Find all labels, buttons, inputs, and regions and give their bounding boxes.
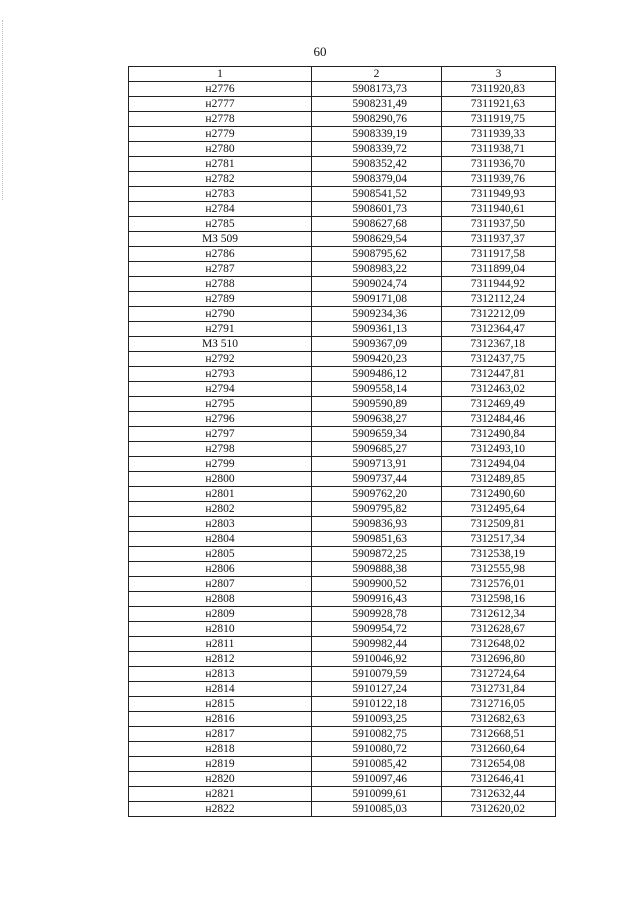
y-coordinate-cell: 7312517,34 <box>442 532 556 547</box>
table-row <box>129 292 556 307</box>
x-coordinate-cell: 5908627,68 <box>312 217 442 232</box>
point-id-cell: н2800 <box>129 472 312 487</box>
point-id-cell: н2806 <box>129 562 312 577</box>
table-row <box>129 172 556 187</box>
x-coordinate-cell: 5909171,08 <box>312 292 442 307</box>
x-coordinate-cell: 5910046,92 <box>312 652 442 667</box>
x-coordinate-cell: 5908290,76 <box>312 112 442 127</box>
table-row <box>129 592 556 607</box>
column-header: 1 <box>129 67 312 82</box>
y-coordinate-cell: 7311940,61 <box>442 202 556 217</box>
table-row <box>129 697 556 712</box>
y-coordinate-cell: 7311944,92 <box>442 277 556 292</box>
y-coordinate-cell: 7312489,85 <box>442 472 556 487</box>
x-coordinate-cell: 5909367,09 <box>312 337 442 352</box>
y-coordinate-cell: 7312447,81 <box>442 367 556 382</box>
point-id-cell: н2810 <box>129 622 312 637</box>
table-row <box>129 517 556 532</box>
table-row <box>129 487 556 502</box>
table-row <box>129 712 556 727</box>
column-header: 2 <box>312 67 442 82</box>
table-row <box>129 397 556 412</box>
table-row <box>129 622 556 637</box>
y-coordinate-cell: 7311937,37 <box>442 232 556 247</box>
y-coordinate-cell: 7312367,18 <box>442 337 556 352</box>
x-coordinate-cell: 5909888,38 <box>312 562 442 577</box>
x-coordinate-cell: 5908352,42 <box>312 157 442 172</box>
x-coordinate-cell: 5910085,42 <box>312 757 442 772</box>
point-id-cell: н2802 <box>129 502 312 517</box>
table-row <box>129 472 556 487</box>
table-row <box>129 457 556 472</box>
y-coordinate-cell: 7312598,16 <box>442 592 556 607</box>
point-id-cell: н2798 <box>129 442 312 457</box>
y-coordinate-cell: 7312682,63 <box>442 712 556 727</box>
x-coordinate-cell: 5909851,63 <box>312 532 442 547</box>
table-row <box>129 682 556 697</box>
table-row <box>129 652 556 667</box>
y-coordinate-cell: 7312484,46 <box>442 412 556 427</box>
y-coordinate-cell: 7312509,81 <box>442 517 556 532</box>
table-row <box>129 742 556 757</box>
point-id-cell: н2791 <box>129 322 312 337</box>
x-coordinate-cell: 5910079,59 <box>312 667 442 682</box>
table-row <box>129 802 556 817</box>
point-id-cell: МЗ 510 <box>129 337 312 352</box>
point-id-cell: н2778 <box>129 112 312 127</box>
x-coordinate-cell: 5909685,27 <box>312 442 442 457</box>
y-coordinate-cell: 7312469,49 <box>442 397 556 412</box>
y-coordinate-cell: 7311921,63 <box>442 97 556 112</box>
table-row <box>129 352 556 367</box>
x-coordinate-cell: 5908339,19 <box>312 127 442 142</box>
y-coordinate-cell: 7312576,01 <box>442 577 556 592</box>
table-row <box>129 217 556 232</box>
point-id-cell: МЗ 509 <box>129 232 312 247</box>
y-coordinate-cell: 7312654,08 <box>442 757 556 772</box>
point-id-cell: н2803 <box>129 517 312 532</box>
y-coordinate-cell: 7311936,70 <box>442 157 556 172</box>
table-row <box>129 232 556 247</box>
y-coordinate-cell: 7312212,09 <box>442 307 556 322</box>
table-row <box>129 127 556 142</box>
y-coordinate-cell: 7312660,64 <box>442 742 556 757</box>
y-coordinate-cell: 7312112,24 <box>442 292 556 307</box>
table-row <box>129 727 556 742</box>
table-row <box>129 757 556 772</box>
point-id-cell: н2817 <box>129 727 312 742</box>
table-row <box>129 367 556 382</box>
y-coordinate-cell: 7311937,50 <box>442 217 556 232</box>
table-row <box>129 322 556 337</box>
point-id-cell: н2815 <box>129 697 312 712</box>
y-coordinate-cell: 7312555,98 <box>442 562 556 577</box>
point-id-cell: н2788 <box>129 277 312 292</box>
y-coordinate-cell: 7311938,71 <box>442 142 556 157</box>
table-row <box>129 442 556 457</box>
table-row <box>129 607 556 622</box>
point-id-cell: н2821 <box>129 787 312 802</box>
point-id-cell: н2822 <box>129 802 312 817</box>
y-coordinate-cell: 7312490,60 <box>442 487 556 502</box>
point-id-cell: н2809 <box>129 607 312 622</box>
point-id-cell: н2789 <box>129 292 312 307</box>
table-row <box>129 382 556 397</box>
table-row <box>129 307 556 322</box>
point-id-cell: н2795 <box>129 397 312 412</box>
x-coordinate-cell: 5910099,61 <box>312 787 442 802</box>
table-body <box>129 82 556 817</box>
y-coordinate-cell: 7311899,04 <box>442 262 556 277</box>
point-id-cell: н2804 <box>129 532 312 547</box>
point-id-cell: н2787 <box>129 262 312 277</box>
table-row <box>129 787 556 802</box>
y-coordinate-cell: 7312716,05 <box>442 697 556 712</box>
point-id-cell: н2786 <box>129 247 312 262</box>
table-row <box>129 157 556 172</box>
table-row <box>129 112 556 127</box>
x-coordinate-cell: 5908173,73 <box>312 82 442 97</box>
point-id-cell: н2783 <box>129 187 312 202</box>
x-coordinate-cell: 5908601,73 <box>312 202 442 217</box>
x-coordinate-cell: 5908983,22 <box>312 262 442 277</box>
point-id-cell: н2801 <box>129 487 312 502</box>
point-id-cell: н2793 <box>129 367 312 382</box>
point-id-cell: н2808 <box>129 592 312 607</box>
point-id-cell: н2797 <box>129 427 312 442</box>
table-header-row <box>129 67 556 82</box>
x-coordinate-cell: 5910097,46 <box>312 772 442 787</box>
y-coordinate-cell: 7312538,19 <box>442 547 556 562</box>
x-coordinate-cell: 5909420,23 <box>312 352 442 367</box>
x-coordinate-cell: 5910093,25 <box>312 712 442 727</box>
x-coordinate-cell: 5909659,34 <box>312 427 442 442</box>
x-coordinate-cell: 5909234,36 <box>312 307 442 322</box>
y-coordinate-cell: 7312490,84 <box>442 427 556 442</box>
x-coordinate-cell: 5910127,24 <box>312 682 442 697</box>
x-coordinate-cell: 5908231,49 <box>312 97 442 112</box>
point-id-cell: н2794 <box>129 382 312 397</box>
table-row <box>129 187 556 202</box>
point-id-cell: н2785 <box>129 217 312 232</box>
x-coordinate-cell: 5909928,78 <box>312 607 442 622</box>
column-header: 3 <box>442 67 556 82</box>
x-coordinate-cell: 5909486,12 <box>312 367 442 382</box>
table-row <box>129 247 556 262</box>
table-row <box>129 547 556 562</box>
point-id-cell: н2814 <box>129 682 312 697</box>
table-row <box>129 412 556 427</box>
point-id-cell: н2799 <box>129 457 312 472</box>
y-coordinate-cell: 7312495,64 <box>442 502 556 517</box>
table-row <box>129 202 556 217</box>
y-coordinate-cell: 7311919,75 <box>442 112 556 127</box>
y-coordinate-cell: 7312668,51 <box>442 727 556 742</box>
table-row <box>129 772 556 787</box>
y-coordinate-cell: 7312463,02 <box>442 382 556 397</box>
table-row <box>129 577 556 592</box>
table-row <box>129 277 556 292</box>
point-id-cell: н2807 <box>129 577 312 592</box>
x-coordinate-cell: 5910080,72 <box>312 742 442 757</box>
table-row <box>129 82 556 97</box>
y-coordinate-cell: 7312437,75 <box>442 352 556 367</box>
y-coordinate-cell: 7312620,02 <box>442 802 556 817</box>
y-coordinate-cell: 7312632,44 <box>442 787 556 802</box>
point-id-cell: н2819 <box>129 757 312 772</box>
point-id-cell: н2796 <box>129 412 312 427</box>
x-coordinate-cell: 5909713,91 <box>312 457 442 472</box>
page-number: 60 <box>313 44 327 59</box>
point-id-cell: н2777 <box>129 97 312 112</box>
table-row <box>129 262 556 277</box>
x-coordinate-cell: 5909590,89 <box>312 397 442 412</box>
x-coordinate-cell: 5908629,54 <box>312 232 442 247</box>
y-coordinate-cell: 7312612,34 <box>442 607 556 622</box>
coordinates-table <box>128 66 556 817</box>
y-coordinate-cell: 7311949,93 <box>442 187 556 202</box>
x-coordinate-cell: 5909900,52 <box>312 577 442 592</box>
x-coordinate-cell: 5908379,04 <box>312 172 442 187</box>
x-coordinate-cell: 5909982,44 <box>312 637 442 652</box>
point-id-cell: н2812 <box>129 652 312 667</box>
point-id-cell: н2818 <box>129 742 312 757</box>
y-coordinate-cell: 7312648,02 <box>442 637 556 652</box>
point-id-cell: н2792 <box>129 352 312 367</box>
table-row <box>129 427 556 442</box>
x-coordinate-cell: 5910082,75 <box>312 727 442 742</box>
point-id-cell: н2781 <box>129 157 312 172</box>
x-coordinate-cell: 5909795,82 <box>312 502 442 517</box>
point-id-cell: н2780 <box>129 142 312 157</box>
y-coordinate-cell: 7312364,47 <box>442 322 556 337</box>
x-coordinate-cell: 5909954,72 <box>312 622 442 637</box>
table-row <box>129 637 556 652</box>
point-id-cell: н2782 <box>129 172 312 187</box>
point-id-cell: н2813 <box>129 667 312 682</box>
y-coordinate-cell: 7311920,83 <box>442 82 556 97</box>
x-coordinate-cell: 5909558,14 <box>312 382 442 397</box>
table-row <box>129 502 556 517</box>
x-coordinate-cell: 5909916,43 <box>312 592 442 607</box>
x-coordinate-cell: 5908541,52 <box>312 187 442 202</box>
y-coordinate-cell: 7312724,64 <box>442 667 556 682</box>
table-row <box>129 97 556 112</box>
x-coordinate-cell: 5909762,20 <box>312 487 442 502</box>
x-coordinate-cell: 5909638,27 <box>312 412 442 427</box>
point-id-cell: н2776 <box>129 82 312 97</box>
y-coordinate-cell: 7312628,67 <box>442 622 556 637</box>
y-coordinate-cell: 7312646,41 <box>442 772 556 787</box>
x-coordinate-cell: 5909361,13 <box>312 322 442 337</box>
y-coordinate-cell: 7312493,10 <box>442 442 556 457</box>
point-id-cell: н2790 <box>129 307 312 322</box>
x-coordinate-cell: 5909836,93 <box>312 517 442 532</box>
x-coordinate-cell: 5909024,74 <box>312 277 442 292</box>
table-row <box>129 532 556 547</box>
point-id-cell: н2779 <box>129 127 312 142</box>
table-row <box>129 142 556 157</box>
point-id-cell: н2820 <box>129 772 312 787</box>
y-coordinate-cell: 7312494,04 <box>442 457 556 472</box>
y-coordinate-cell: 7312696,80 <box>442 652 556 667</box>
y-coordinate-cell: 7312731,84 <box>442 682 556 697</box>
point-id-cell: н2805 <box>129 547 312 562</box>
x-coordinate-cell: 5909737,44 <box>312 472 442 487</box>
point-id-cell: н2811 <box>129 637 312 652</box>
y-coordinate-cell: 7311917,58 <box>442 247 556 262</box>
point-id-cell: н2784 <box>129 202 312 217</box>
table-row <box>129 337 556 352</box>
x-coordinate-cell: 5908339,72 <box>312 142 442 157</box>
x-coordinate-cell: 5910122,18 <box>312 697 442 712</box>
point-id-cell: н2816 <box>129 712 312 727</box>
table-row <box>129 667 556 682</box>
y-coordinate-cell: 7311939,76 <box>442 172 556 187</box>
y-coordinate-cell: 7311939,33 <box>442 127 556 142</box>
table-row <box>129 562 556 577</box>
x-coordinate-cell: 5910085,03 <box>312 802 442 817</box>
x-coordinate-cell: 5908795,62 <box>312 247 442 262</box>
x-coordinate-cell: 5909872,25 <box>312 547 442 562</box>
